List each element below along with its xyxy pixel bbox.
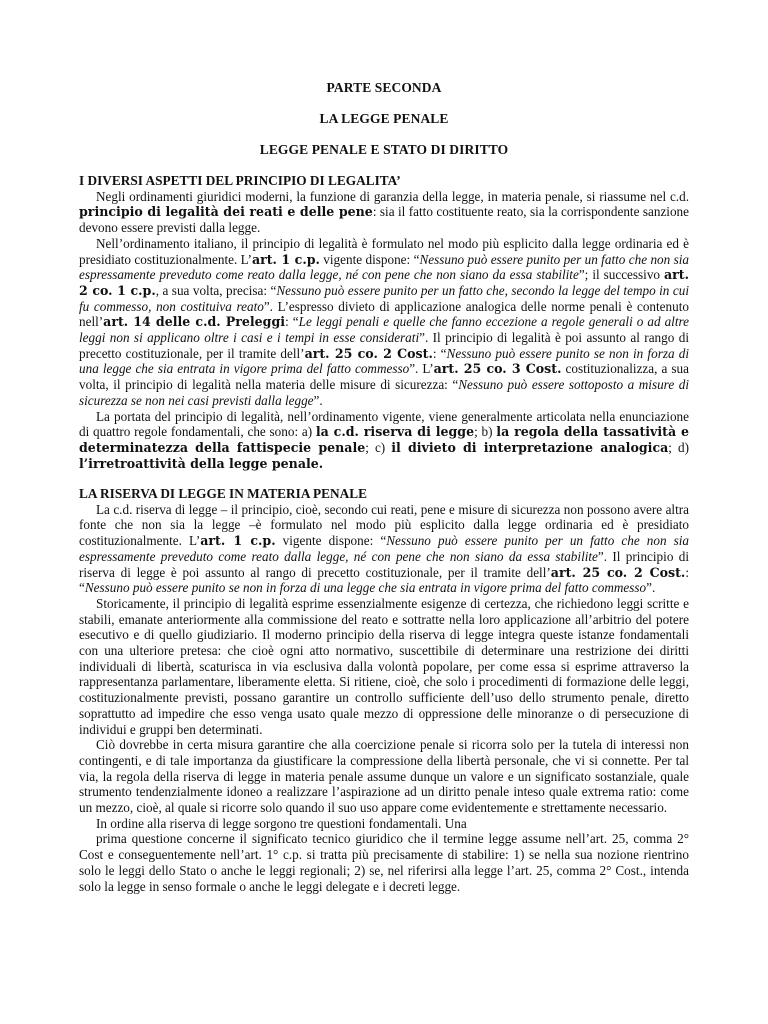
section-statutory-reservation [79,486,689,894]
paragraph: Storicamente, il principio di legalità esprime essenzialmente esigenze di certezza, che richiedono leggi scritte e stabili, emanate anteriormente alla commissione del reato e sottratte nella loro applicazione all’arbitrio del potere esecutivo e di quello giudiziario. Il moderno principio della riserva di legge integra queste istanze fondamentali con una ulteriore pretesa: che cioè ogni atto normativo, suscettibile di determinare una restrizione dei diritti individuali di libertà, scaturisca in via esclusiva dalla volontà popolare, per come essa si esprime attraverso la rappresentanza parlamentare, liberamente eletta. Si ritiene, cioè, che solo i procedimenti di formazione delle leggi, costituzionalmente previsti, possano garantire un controllo sufficiente dell’uso dello strumento penale, diretto soprattutto ad impedire che esso venga usato quale mezzo di oppressione delle minoranze o di persecuzione di individui e gruppi ben determinati. [79,595,689,737]
part-title: PARTE SECONDA [326,80,442,95]
paragraph: Negli ordinamenti giuridici moderni, la funzione di garanzia della legge, in materia penale, si riassume nel c.d. principio di legalità dei reati e delle pene: sia il fatto costituente reato, sia la corrispondente sanzione devono essere previsti dalla legge. [79,188,689,236]
paragraph: prima questione concerne il significato tecnico giuridico che il termine legge assume nell’art. 25, comma 2° Cost e conseguentemente nell’art. 1° c.p. si tratta più precisamente di stabilire: 1) se nella sua nozione rientrino solo le leggi dello Stato o anche le leggi regionali; 2) se, nel riferirsi alla legge l’art. 25, comma 2° Cost., intenda solo la legge in senso formale o anche le leggi delegate e i decreti legge. [79,831,689,894]
paragraph: In ordine alla riserva di legge sorgono tre questioni fondamentali. Una [96,815,467,831]
section-legality-principles [79,173,689,471]
paragraph: La c.d. riserva di legge – il principio, cioè, secondo cui reati, pene e misure di sicurezza non possono avere altra fonte che non sia la legge –è formulato nel modo più esplicito dalla legge ordinaria ed è presidiato costituzionalmente. L’art. 1 c.p. vigente dispone: “Nessuno può essere punito per un fatto che non sia espressamente preveduto come reato dalla legge, né con pene che non siano da essa stabilite”. Il principio di riserva di legge è poi assunto al rango di precetto costituzionale, per il tramite dell’art. 25 co. 2 Cost.: “Nessuno può essere punito se non in forza di una legge che sia entrata in vigore prima del fatto commesso”. [79,501,690,596]
section-heading: LA RISERVA DI LEGGE IN MATERIA PENALE [79,486,367,501]
section-heading: I DIVERSI ASPETTI DEL PRINCIPIO DI LEGALITA’ [79,173,401,188]
paragraph: La portata del principio di legalità, nell’ordinamento vigente, viene generalmente articolata nella enunciazione di quattro regole fondamentali, che sono: a) la c.d. riserva di legge; b) la regola della tassatività e determinatezza della fattispecie penale; c) il divieto di interpretazione analogica; d) l’irretroattività della legge penale. [79,408,689,471]
paragraph: Nell’ordinamento italiano, il principio di legalità è formulato nel modo più esplicito dalla legge ordinaria ed è presidiato costituzionalmente. L’art. 1 c.p. vigente dispone: “Nessuno può essere punito per un fatto che non sia espressamente preveduto come reato dalla legge, né con pene che non siano da essa stabilite”; il successivo art. 2 co. 1 c.p., a sua volta, precisa: “Nessuno può essere punito per un fatto che, secondo la legge del tempo in cui fu commesso, non costituiva reato”. L’espresso divieto di applicazione analogica delle norme penali è contenuto nell’art. 14 delle c.d. Preleggi: “Le leggi penali e quelle che fanno eccezione a regole generali o ad altre leggi non si applicano oltre i casi e i tempi in esse considerati”. Il principio di legalità è poi assunto al rango di precetto costituzionale, per il tramite dell’art. 25 co. 2 Cost.: “Nessuno può essere punito se non in forza di una legge che sia entrata in vigore prima del fatto commesso”. L’art. 25 co. 3 Cost. costituzionalizza, a sua volta, il principio di legalità nella materia delle misure di sicurezza: “Nessuno può essere sottoposto a misure di sicurezza se non nei casi previsti dalla legge”. [79,235,690,408]
paragraph: Ciò dovrebbe in certa misura garantire che alla coercizione penale si ricorra solo per la tutela di interessi non contingenti, e di tale importanza da giustificare la compressione della libertà personale, che vi si connette. Per tal via, la regola della riserva di legge in materia penale assume dunque un valore e un significato sostanziale, quale strumento tendenzialmente idoneo a realizzare l’aspirazione ad un diritto penale inteso quale extrema ratio: come un mezzo, cioè, al quale si ricorre solo quando il suo uso appare come evidentemente e strettamente necessario. [79,737,689,816]
section-title: LEGGE PENALE E STATO DI DIRITTO [259,142,509,157]
subject-title: LA LEGGE PENALE [319,111,449,126]
